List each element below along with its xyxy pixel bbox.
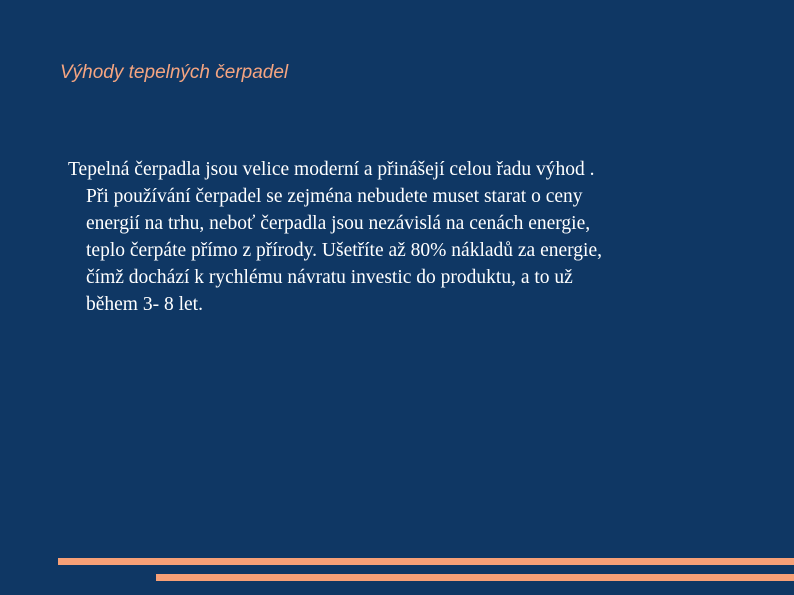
body-line-3: energií na trhu, neboť čerpadla jsou nezávislá na cenách energie,: [86, 213, 591, 234]
body-line-5: čímž dochází k rychlému návratu investic do produktu, a to už: [86, 267, 573, 288]
slide-title: Výhody tepelných čerpadel: [60, 62, 289, 83]
body-line-4: teplo čerpáte přímo z přírody. Ušetříte až 80% nákladů za energie,: [86, 240, 602, 261]
slide-body-paragraph: [68, 156, 748, 318]
body-line-6: během 3- 8 let.: [86, 294, 203, 315]
body-line-1: Tepelná čerpadla jsou velice moderní a přinášejí celou řadu výhod .: [68, 159, 595, 180]
accent-bar-upper: [58, 558, 794, 565]
accent-bar-lower: [156, 574, 794, 581]
body-line-2: Při používání čerpadel se zejména nebudete muset starat o ceny: [86, 186, 583, 207]
